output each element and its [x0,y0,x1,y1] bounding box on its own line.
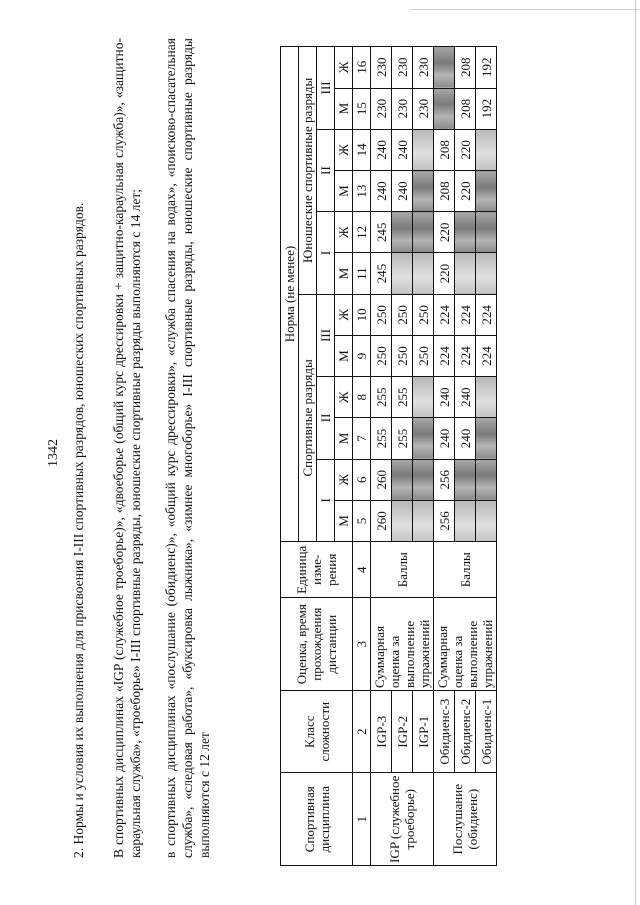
cell-value: 250 [392,294,413,335]
cell-value: 250 [413,335,434,376]
header-gender: Ж [335,211,353,252]
scan-edge-line [635,0,636,905]
cell-value: 230 [413,46,434,88]
cell-value: 250 [392,335,413,376]
header-gender: Ж [335,46,353,88]
cell-value [392,500,413,541]
cell-class: IGP-2 [392,690,413,772]
header-gender: Ж [335,376,353,417]
column-number: 8 [353,376,371,417]
cell-value: 224 [434,294,455,335]
cell-value: 255 [392,376,413,417]
cell-value: 224 [476,335,497,376]
section-heading: 2. Нормы и условия их выполнения для присвоения I-III спортивных разрядов, юношеских спортивных разрядов. [71,202,86,858]
cell-value: 208 [455,88,476,129]
cell-value: 224 [455,294,476,335]
cell-value [413,500,434,541]
cell-value: 192 [476,46,497,88]
cell-value: 240 [455,417,476,458]
cell-value [434,88,455,129]
cell-class: IGP-1 [413,690,434,772]
header-sport-ranks: Спортивные разряды [299,294,317,541]
header-gender: М [335,335,353,376]
header-class: Класс сложности [281,690,353,772]
cell-value [455,211,476,252]
column-number: 11 [353,252,371,293]
cell-value: 240 [371,170,392,211]
cell-evaluation: Суммарная оценка за выполнение упражнений [434,597,497,690]
cell-value [476,417,497,458]
cell-discipline: IGP (служебное троеборье) [371,772,434,865]
column-number: 12 [353,211,371,252]
cell-value [392,459,413,500]
cell-value: 255 [371,376,392,417]
cell-value [476,459,497,500]
header-gender: М [335,500,353,541]
cell-value: 208 [434,129,455,170]
header-gender: М [335,88,353,129]
cell-value: 208 [434,170,455,211]
column-number: 4 [353,541,371,597]
table-row [413,46,434,865]
cell-value [455,459,476,500]
cell-value: 192 [476,88,497,129]
header-rank: I [317,459,335,541]
header-rank: I [317,211,335,293]
cell-value: 250 [371,335,392,376]
page-number: 1342 [46,438,61,467]
cell-value: 260 [371,500,392,541]
header-youth-ranks: Юношеские спортивные разряды [299,46,317,294]
column-number: 3 [353,597,371,690]
cell-value [476,376,497,417]
cell-class: IGP-3 [371,690,392,772]
header-gender: Ж [335,459,353,500]
cell-value [392,211,413,252]
column-number: 2 [353,690,371,772]
cell-value: 220 [434,211,455,252]
cell-value: 230 [392,46,413,88]
cell-value [476,129,497,170]
cell-value: 220 [434,252,455,293]
paragraph-age-12: в спортивных дисциплинах «послушание (обидиенс)», «общий курс дрессировки», «служба спасения на водах», «поисково-спасательная служба», «следовая работа», «буксировка лыжника», «зимнее многоборье» I-III спортивные разряды, юношеские спортивные разряды выполняются с 12 лет [163,37,212,858]
cell-value: 256 [434,500,455,541]
cell-value [413,417,434,458]
cell-value [413,459,434,500]
header-unit: Единица изме-рения [281,541,353,597]
cell-value: 224 [455,335,476,376]
cell-value: 240 [434,417,455,458]
cell-value: 240 [434,376,455,417]
column-number: 10 [353,294,371,335]
cell-value: 250 [371,294,392,335]
cell-value: 230 [413,88,434,129]
cell-unit: Баллы [371,541,434,597]
norms-table [280,46,497,866]
cell-value [413,211,434,252]
cell-value: 240 [392,170,413,211]
table-row [371,46,392,865]
table-row [434,46,455,865]
cell-discipline: Послушание (обидиенс) [434,772,497,865]
cell-class: Обидиенс-3 [434,690,455,772]
cell-value: 240 [455,376,476,417]
column-number: 16 [353,46,371,88]
column-number: 5 [353,500,371,541]
column-number: 6 [353,459,371,500]
header-rank: III [317,294,335,376]
paragraph-age-14: В спортивных дисциплинах «IGP (служебное троеборье)», «двоеборье (общий курс дрессировки + защитно-караульная служба)», «защитно-караульная служба», «троеборье» I-III спортивные разряды, юношеские спортивные разряды выполняются с 14 лет; [111,37,143,858]
cell-value: 208 [455,46,476,88]
cell-value [392,252,413,293]
header-rank: II [317,129,335,211]
cell-value: 256 [434,459,455,500]
cell-value [413,376,434,417]
header-norm: Норма (не менее) [281,46,299,541]
cell-value: 260 [371,459,392,500]
cell-value: 220 [455,129,476,170]
header-gender: М [335,170,353,211]
cell-value [413,252,434,293]
cell-value [476,500,497,541]
header-gender: Ж [335,294,353,335]
cell-value: 230 [371,46,392,88]
table-row [455,46,476,865]
cell-value: 245 [371,211,392,252]
rotated-document [40,8,600,898]
header-gender: Ж [335,129,353,170]
header-discipline: Спортивная дисциплина [281,772,353,865]
header-rank: II [317,376,335,458]
cell-value [476,211,497,252]
table-row [476,46,497,865]
cell-unit: Баллы [434,541,497,597]
cell-value [455,252,476,293]
cell-class: Обидиенс-1 [476,690,497,772]
cell-value: 255 [371,417,392,458]
cell-value: 224 [476,294,497,335]
header-gender: М [335,252,353,293]
cell-evaluation: Суммарная оценка за выполнение упражнений [371,597,434,690]
cell-value: 245 [371,252,392,293]
cell-value: 220 [455,170,476,211]
cell-class: Обидиенс-2 [455,690,476,772]
cell-value [476,170,497,211]
cell-value: 224 [434,335,455,376]
header-gender: М [335,417,353,458]
column-number: 7 [353,417,371,458]
cell-value: 230 [371,88,392,129]
column-number: 13 [353,170,371,211]
column-number: 14 [353,129,371,170]
cell-value [455,500,476,541]
cell-value [434,46,455,88]
cell-value [413,170,434,211]
column-number: 15 [353,88,371,129]
column-number: 9 [353,335,371,376]
header-evaluation: Оценка, время прохождения дистанции [281,597,353,690]
cell-value: 240 [392,129,413,170]
cell-value [413,129,434,170]
cell-value: 250 [413,294,434,335]
cell-value: 240 [371,129,392,170]
table-row [392,46,413,865]
column-number: 1 [353,772,371,865]
cell-value: 230 [392,88,413,129]
cell-value: 255 [392,417,413,458]
cell-value [476,252,497,293]
header-rank: III [317,46,335,129]
